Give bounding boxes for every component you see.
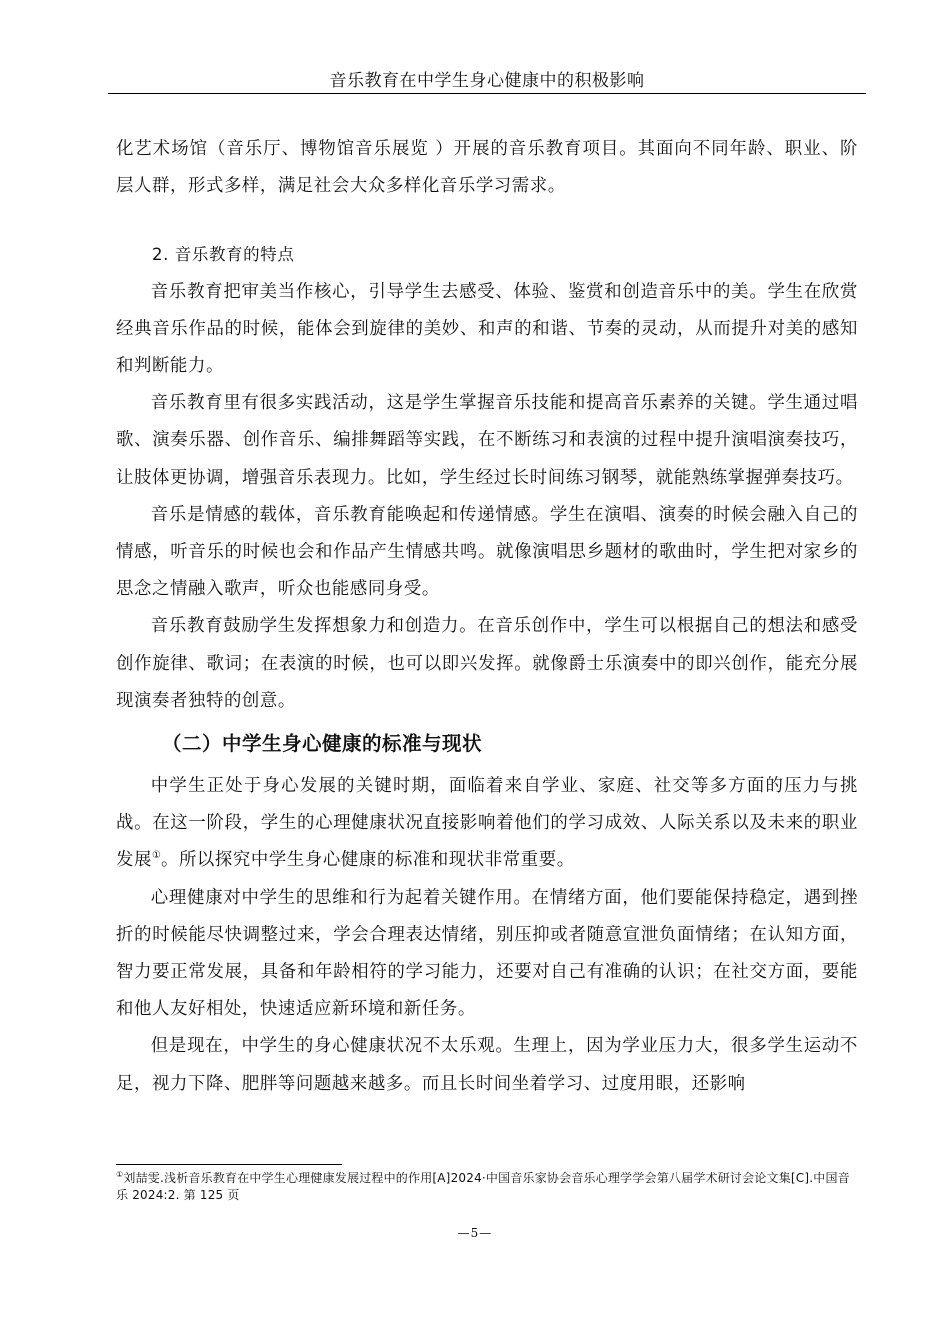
running-header: 音乐教育在中学生身心健康中的积极影响 bbox=[329, 71, 645, 91]
subsection-heading: 2. 音乐教育的特点 bbox=[152, 245, 295, 265]
paragraph-intro bbox=[116, 768, 858, 880]
footnote-text: 刘喆雯.浅析音乐教育在中学生心理健康发展过程中的作用[A]2024·中国音乐家协会音乐心理学学会第八届学术研讨会论文集[C].中国音乐 2024:2. 第 125 页 bbox=[116, 1171, 850, 1202]
footnote-divider bbox=[116, 1164, 342, 1165]
paragraph-creativity: 音乐教育鼓励学生发挥想象力和创造力。在音乐创作中，学生可以根据自己的想法和感受创作旋律、歌词；在表演的时候，也可以即兴发挥。就像爵士乐演奏中的即兴创作，能充分展现演奏者独特的创意。 bbox=[116, 616, 858, 711]
page-number: —5— bbox=[457, 1226, 493, 1240]
paragraph-emotion: 音乐是情感的载体，音乐教育能唤起和传递情感。学生在演唱、演奏的时候会融入自己的情感，听音乐的时候也会和作品产生情感共鸣。就像演唱思乡题材的歌曲时，学生把对家乡的思念之情融入歌声，听众也能感同身受。 bbox=[116, 504, 858, 600]
paragraph-intro-text: 中学生正处于身心发展的关键时期，面临着来自学业、家庭、社交等多方面的压力与挑战。在这一阶段，学生的心理健康状况直接影响着他们的学习成效、人际关系以及未来的职业发展 bbox=[116, 776, 858, 871]
body-text bbox=[116, 131, 858, 1103]
paragraph-mental-health: 心理健康对中学生的思维和行为起着关键作用。在情绪方面，他们要能保持稳定，遇到挫折的时候能尽快调整过来，学会合理表达情绪，别压抑或者随意宣泄负面情绪；在认知方面，智力要正常发展，具备和年龄相符的学习能力，还要对自己有准确的认识；在社交方面，要能和他人友好相处，快速适应新环境和新任务。 bbox=[116, 887, 858, 1020]
paragraph-continued: 化艺术场馆（音乐厅、博物馆音乐展览 ）开展的音乐教育项目。其面向不同年龄、职业、阶层人群，形式多样，满足社会大众多样化音乐学习需求。 bbox=[116, 139, 858, 197]
paragraph-aesthetic: 音乐教育把审美当作核心，引导学生去感受、体验、鉴赏和创造音乐中的美。学生在欣赏经典音乐作品的时候，能体会到旋律的美妙、和声的和谐、节奏的灵动，从而提升对美的感知和判断能力。 bbox=[116, 281, 858, 377]
paragraph-practice: 音乐教育里有很多实践活动，这是学生掌握音乐技能和提高音乐素养的关键。学生通过唱歌、演奏乐器、创作音乐、编排舞蹈等实践，在不断练习和表演的过程中提升演唱演奏技巧，让肢体更协调，增强音乐表现力。比如，学生经过长时间练习钢琴，就能熟练掌握弹奏技巧。 bbox=[116, 393, 858, 488]
footnote-marker: ① bbox=[116, 1170, 124, 1179]
paragraph-current-status: 但是现在，中学生的身心健康状况不太乐观。生理上，因为学业压力大，很多学生运动不足，视力下降、肥胖等问题越来越多。而且长时间坐着学习、过度用眼，还影响 bbox=[116, 1036, 858, 1094]
section-heading: （二）中学生身心健康的标准与现状 bbox=[162, 732, 483, 756]
footnote bbox=[116, 1170, 858, 1204]
footnote-reference[interactable]: ① bbox=[151, 850, 161, 862]
header-divider bbox=[108, 93, 866, 94]
paragraph-intro-text-end: 。所以探究中学生身心健康的标准和现状非常重要。 bbox=[160, 850, 575, 871]
